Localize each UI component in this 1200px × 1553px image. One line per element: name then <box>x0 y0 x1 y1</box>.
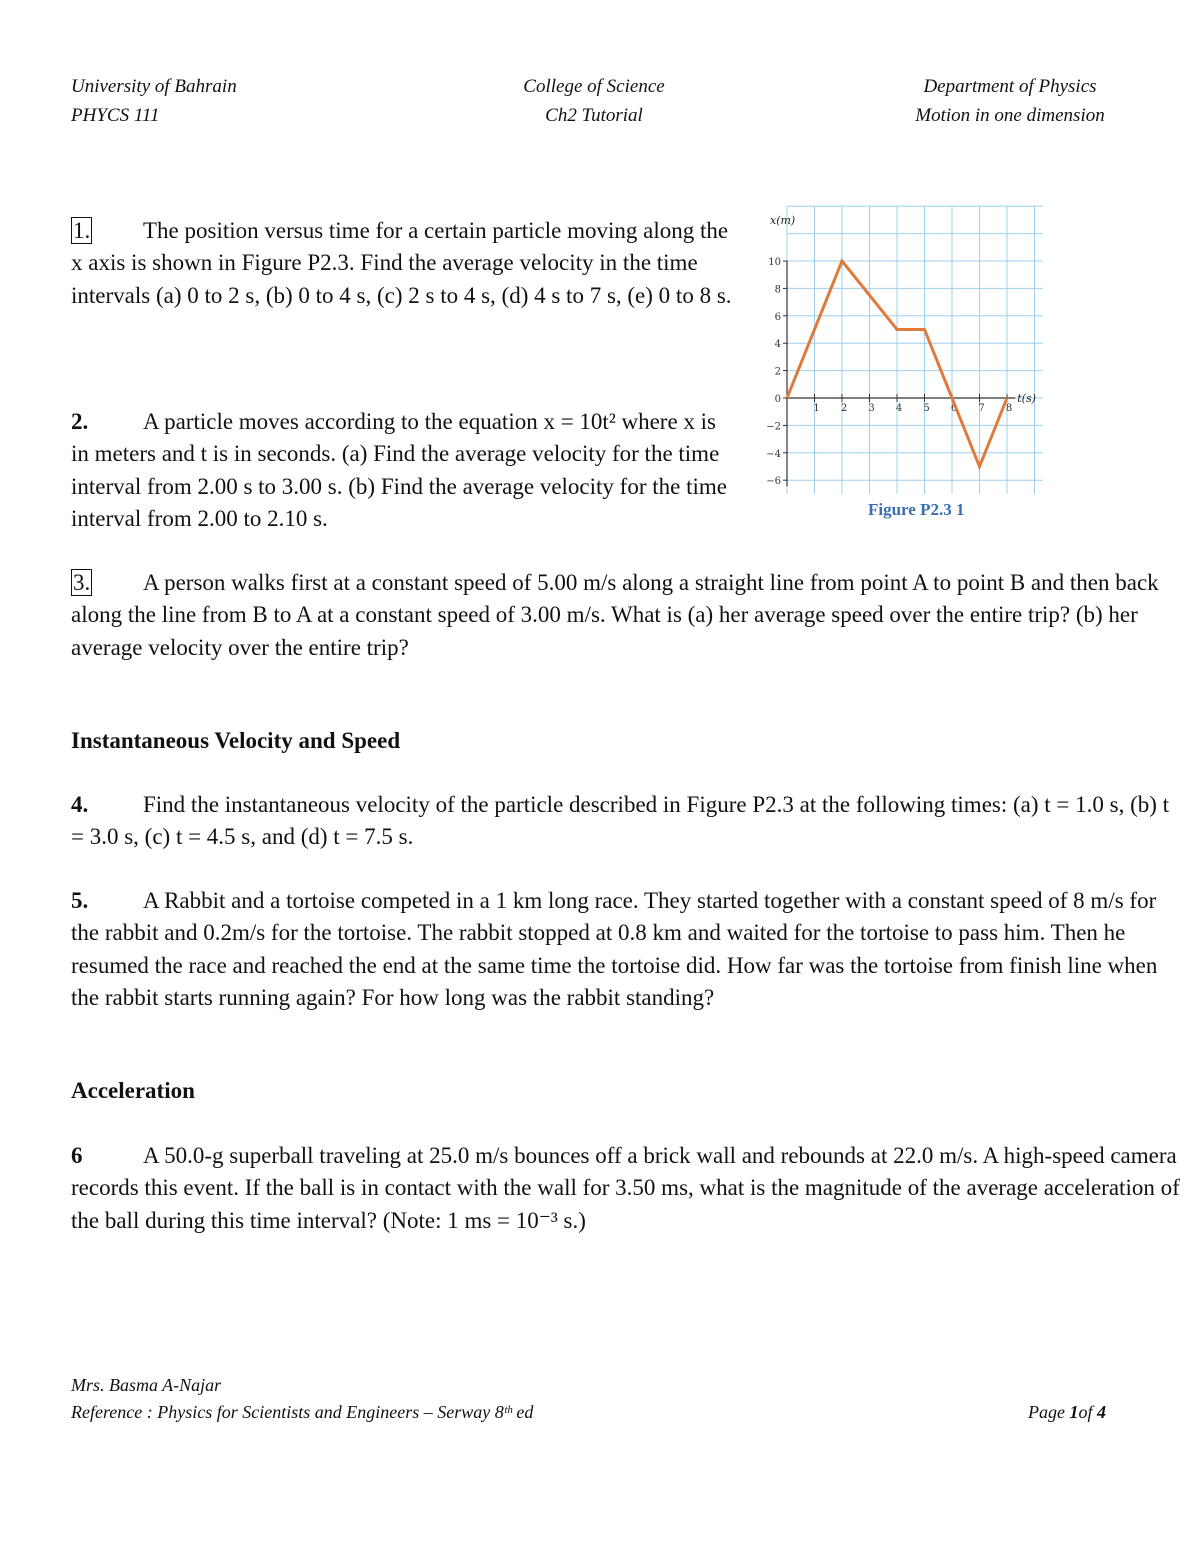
problem-4-number: 4. <box>71 792 89 817</box>
problem-3-number: 3. <box>73 570 91 595</box>
footer-author: Mrs. Basma A-Najar <box>71 1375 222 1395</box>
problem-1-number: 1. <box>73 218 91 243</box>
x-tick-label: 2 <box>840 403 848 414</box>
x-tick-label: 7 <box>978 403 985 414</box>
problem-4-text: Find the instantaneous velocity of the particle described in Figure P2.3 at the following times: (a) t = 1.0 s, (b) t = 3.0 s, (c) t = 4.5 s, and (d) t = 7.5 s. <box>71 792 1170 850</box>
problem-5 <box>71 885 1183 1015</box>
page-label: Page <box>1028 1402 1065 1422</box>
chapter-topic: Motion in one dimension <box>915 105 1105 126</box>
y-tick-label: 2 <box>774 366 781 378</box>
problem-4 <box>71 789 1183 854</box>
header-right <box>900 72 1120 130</box>
problem-5-number: 5. <box>71 888 89 913</box>
problem-1-text: The position versus time for a certain particle moving along the x axis is shown in Figure P2.3. Find the average velocity in the time intervals (a) 0 to 2 s, (b) 0 to 4 s, (c) 2 s to 4 s, (d) 4 s to 7 s, (e) 0 to 8 s. <box>71 218 732 308</box>
tutorial-title: Ch2 Tutorial <box>545 105 643 126</box>
footer-page-number <box>1028 1399 1106 1426</box>
page-total: 4 <box>1097 1402 1106 1422</box>
problem-6 <box>71 1140 1183 1237</box>
problem-2-number: 2. <box>71 409 89 434</box>
problem-2 <box>71 406 736 536</box>
page-of: of <box>1078 1402 1093 1422</box>
y-tick-label: 10 <box>768 257 781 268</box>
chart-grid <box>787 206 1043 494</box>
course-code: PHYCS 111 <box>71 105 160 126</box>
y-tick-label: −6 <box>766 476 781 488</box>
problem-2-text: A particle moves according to the equation x = 10t² where x is in meters and t is in seconds. (a) Find the average velocity for the time interval from 2.00 s to 3.00 s. (b) Find the average velocity for the time interval from 2.00 to 2.10 s. <box>71 409 727 532</box>
footer-reference: Reference : Physics for Scientists and Engineers – Serway 8ᵗʰ ed <box>71 1402 534 1422</box>
page-current: 1 <box>1069 1402 1079 1422</box>
problem-3-text: A person walks first at a constant speed of 5.00 m/s along a straight line from point A to point B and then back along the line from B to A at a constant speed of 3.00 m/s. What is (a) her average speed over the entire trip? (b) her average velocity over the entire trip? <box>71 570 1159 660</box>
problem-3 <box>71 567 1196 664</box>
y-tick-label: 6 <box>774 311 781 323</box>
y-tick-label: 4 <box>774 339 781 351</box>
header-center <box>509 72 679 130</box>
y-tick-label: 8 <box>774 284 781 296</box>
position-time-chart <box>762 202 1072 502</box>
section-heading-instantaneous: Instantaneous Velocity and Speed <box>71 728 401 753</box>
problem-1 <box>71 215 736 312</box>
department-name: Department of Physics <box>923 76 1097 97</box>
y-tick-label: −2 <box>766 421 781 433</box>
x-tick-label: 5 <box>923 403 930 414</box>
x-tick-label: 4 <box>895 403 903 414</box>
x-axis-label: t(s) <box>1017 392 1036 405</box>
y-axis-label: x(m) <box>770 214 796 227</box>
x-tick-label: 3 <box>868 403 875 414</box>
university-name: University of Bahrain <box>71 76 237 97</box>
y-tick-label: −4 <box>766 448 781 460</box>
problem-5-text: A Rabbit and a tortoise competed in a 1 km long race. They started together with a constant speed of 8 m/s for the rabbit and 0.2m/s for the tortoise. The rabbit stopped at 0.8 km and waited for the tortoise to pass him. Then he resumed the race and reached the end at the same time the tortoise did. How far was the tortoise from finish line when the rabbit starts running again? For how long was the rabbit standing? <box>71 888 1158 1011</box>
figure-caption: Figure P2.3 1 <box>868 500 965 519</box>
x-tick-label: 6 <box>950 403 958 414</box>
section-heading-acceleration: Acceleration <box>71 1078 195 1103</box>
problem-6-number: 6 <box>71 1143 83 1168</box>
header-left <box>71 72 237 130</box>
x-tick-label: 8 <box>1005 403 1013 414</box>
y-tick-label: 0 <box>774 394 781 405</box>
college-name: College of Science <box>523 76 665 97</box>
x-tick-label: 1 <box>813 403 820 414</box>
problem-6-text: A 50.0-g superball traveling at 25.0 m/s bounces off a brick wall and rebounds at 22.0 m/s. A high-speed camera records this event. If the ball is in contact with the wall for 3.50 ms, what is the magnitude of the average acceleration of the ball during this time interval? (Note: 1 ms = 10⁻³ s.) <box>71 1143 1180 1233</box>
